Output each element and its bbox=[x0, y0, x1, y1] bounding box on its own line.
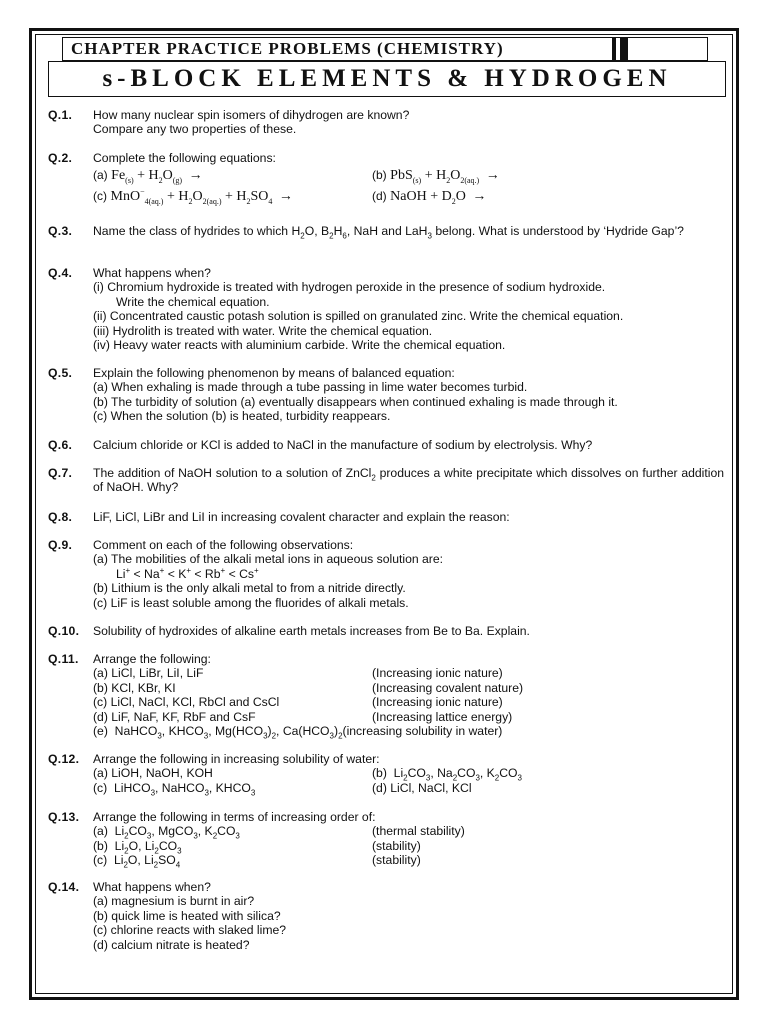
question-7 bbox=[48, 466, 724, 495]
question-text: Arrange the following in terms of increasing order of: bbox=[93, 810, 376, 824]
item-label: (a) bbox=[93, 168, 108, 183]
header-decor-bar bbox=[612, 37, 616, 61]
question-13 bbox=[48, 810, 724, 868]
question-4 bbox=[48, 266, 724, 352]
question-text: Solubility of hydroxides of alkaline earth metals increases from Be to Ba. Explain. bbox=[93, 624, 530, 638]
question-item: (b) The turbidity of solution (a) eventually disappears when continued exhaling is made through it. bbox=[93, 394, 618, 409]
item-label: (b) bbox=[372, 168, 387, 183]
question-item: (c) chlorine reacts with slaked lime? bbox=[93, 923, 287, 938]
question-item: (c) LiCl, NaCl, KCl, RbCl and CsCl (Increasing ionic nature) bbox=[93, 695, 503, 710]
chapter-header-text: CHAPTER PRACTICE PROBLEMS (CHEMISTRY) bbox=[71, 39, 504, 58]
question-8 bbox=[48, 510, 724, 524]
question-5 bbox=[48, 366, 724, 424]
question-number: Q.7. bbox=[48, 466, 73, 480]
question-item: (ii) Concentrated caustic potash solution is spilled on granulated zinc. Write the chemical equation. bbox=[93, 309, 624, 324]
question-item: (a) LiOH, NaOH, KOH (b) $Li_2CO_3$, $Na_2CO_3$, $K_2CO_3$ bbox=[93, 766, 522, 783]
question-item: (b) quick lime is heated with silica? bbox=[93, 908, 281, 923]
question-text: LiF, LiCl, LiBr and LiI in increasing covalent character and explain the reason: bbox=[93, 510, 510, 524]
question-item: (b) Lithium is the only alkali metal to from a nitride directly. bbox=[93, 581, 406, 596]
question-item: (d) calcium nitrate is heated? bbox=[93, 937, 250, 952]
question-item: (c) When the solution (b) is heated, turbidity reappears. bbox=[93, 409, 391, 424]
question-number: Q.13. bbox=[48, 810, 80, 824]
question-item: Write the chemical equation. bbox=[116, 294, 270, 309]
question-text: Calcium chloride or KCl is added to NaCl in the manufacture of sodium by electrolysis. Why? bbox=[93, 438, 593, 452]
question-text: Arrange the following in increasing solubility of water: bbox=[93, 752, 380, 766]
question-11 bbox=[48, 652, 724, 741]
question-item: (e) NaHCO$_3$, $KHCO_3$, $Mg(HCO_3)_2$, $Ca(HCO_3)_2$ (increasing solubility in water) bbox=[93, 724, 503, 741]
question-number: Q.12. bbox=[48, 752, 80, 766]
equation-row: (a) $Fe_{(s)} + H_2O_{(g)}$ → (b) $PbS_{(s)} + H_2O_{2(aq.)}$ → bbox=[93, 168, 500, 186]
question-text: What happens when? bbox=[93, 266, 211, 280]
question-item: (b) KCl, KBr, KI (Increasing covalent nature) bbox=[93, 680, 524, 695]
question-item: (c) $Li_2O$, $Li_2SO_4$ (stability) bbox=[93, 853, 421, 870]
question-number: Q.10. bbox=[48, 624, 80, 638]
question-item: (d) LiF, NaF, KF, RbF and CsF (Increasing lattice energy) bbox=[93, 709, 513, 724]
question-3 bbox=[48, 224, 724, 241]
question-text: Name the class of hydrides to which $H_2O$, $B_2H_6$, NaH and LaH$_3$ belong. What is understood by ‘Hydride Gap’? bbox=[93, 224, 684, 241]
question-number: Q.5. bbox=[48, 366, 73, 380]
item-label: (c) bbox=[93, 189, 107, 204]
question-item: (iii) Hydrolith is treated with water. Write the chemical equation. bbox=[93, 323, 433, 338]
question-item: (a) $Li_2CO_3$, MgCO$_3$, $K_2CO_3$ (thermal stability) bbox=[93, 824, 465, 841]
item-label: (d) bbox=[372, 189, 387, 204]
question-12 bbox=[48, 752, 724, 798]
question-14 bbox=[48, 880, 724, 952]
question-number: Q.2. bbox=[48, 151, 73, 165]
question-number: Q.9. bbox=[48, 538, 73, 552]
question-item: (c) LiF is least soluble among the fluorides of alkali metals. bbox=[93, 595, 409, 610]
question-9 bbox=[48, 538, 724, 610]
question-number: Q.1. bbox=[48, 108, 73, 122]
page-title: s-BLOCK ELEMENTS & HYDROGEN bbox=[102, 65, 672, 92]
question-number: Q.6. bbox=[48, 438, 73, 452]
question-text: What happens when? bbox=[93, 880, 211, 894]
question-text: Complete the following equations: bbox=[93, 151, 276, 165]
ion-order: Li+ < Na+ < K+ < Rb+ < Cs+ bbox=[116, 565, 259, 581]
question-item: (a) LiCl, LiBr, LiI, LiF (Increasing ionic nature) bbox=[93, 666, 503, 681]
question-10 bbox=[48, 624, 724, 638]
question-text: Compare any two properties of these. bbox=[93, 122, 297, 137]
question-number: Q.4. bbox=[48, 266, 73, 280]
question-1 bbox=[48, 108, 724, 137]
question-number: Q.11. bbox=[48, 652, 79, 666]
question-number: Q.14. bbox=[48, 880, 80, 894]
question-item: (i) Chromium hydroxide is treated with hydrogen peroxide in the presence of sodium hydroxide. bbox=[93, 280, 606, 295]
title-box bbox=[48, 61, 726, 97]
question-number: Q.3. bbox=[48, 224, 73, 238]
question-2 bbox=[48, 151, 724, 207]
question-item: (a) The mobilities of the alkali metal ions in aqueous solution are: bbox=[93, 552, 444, 567]
question-item: (b) $Li_2O$, $Li_2CO_3$ (stability) bbox=[93, 838, 421, 856]
question-text: Arrange the following: bbox=[93, 652, 211, 666]
question-text: How many nuclear spin isomers of dihydrogen are known? bbox=[93, 108, 410, 122]
question-item: (iv) Heavy water reacts with aluminium carbide. Write the chemical equation. bbox=[93, 338, 506, 353]
header-decor-bar bbox=[620, 37, 628, 61]
question-6 bbox=[48, 438, 724, 452]
equation-row: (c) $MnO^-_{4(aq.)} + H_2O_{2(aq.)} + H_2SO_4$ → (d) NaOH + $D_2O$ → bbox=[93, 187, 487, 207]
question-text: The addition of NaOH solution to a solution of ZnCl$_2$ produces a white precipitate which dissolves on further addition of NaOH. Why? bbox=[93, 466, 725, 495]
question-item: (a) When exhaling is made through a tube passing in lime water becomes turbid. bbox=[93, 380, 528, 395]
question-text: Explain the following phenomenon by means of balanced equation: bbox=[93, 366, 455, 380]
question-number: Q.8. bbox=[48, 510, 73, 524]
question-text: Comment on each of the following observations: bbox=[93, 538, 354, 552]
question-item: (c) LiHCO$_3$, NaHCO$_3$, $KHCO_3$ (d) LiCl, NaCl, KCl bbox=[93, 780, 472, 798]
question-item: (a) magnesium is burnt in air? bbox=[93, 894, 255, 909]
